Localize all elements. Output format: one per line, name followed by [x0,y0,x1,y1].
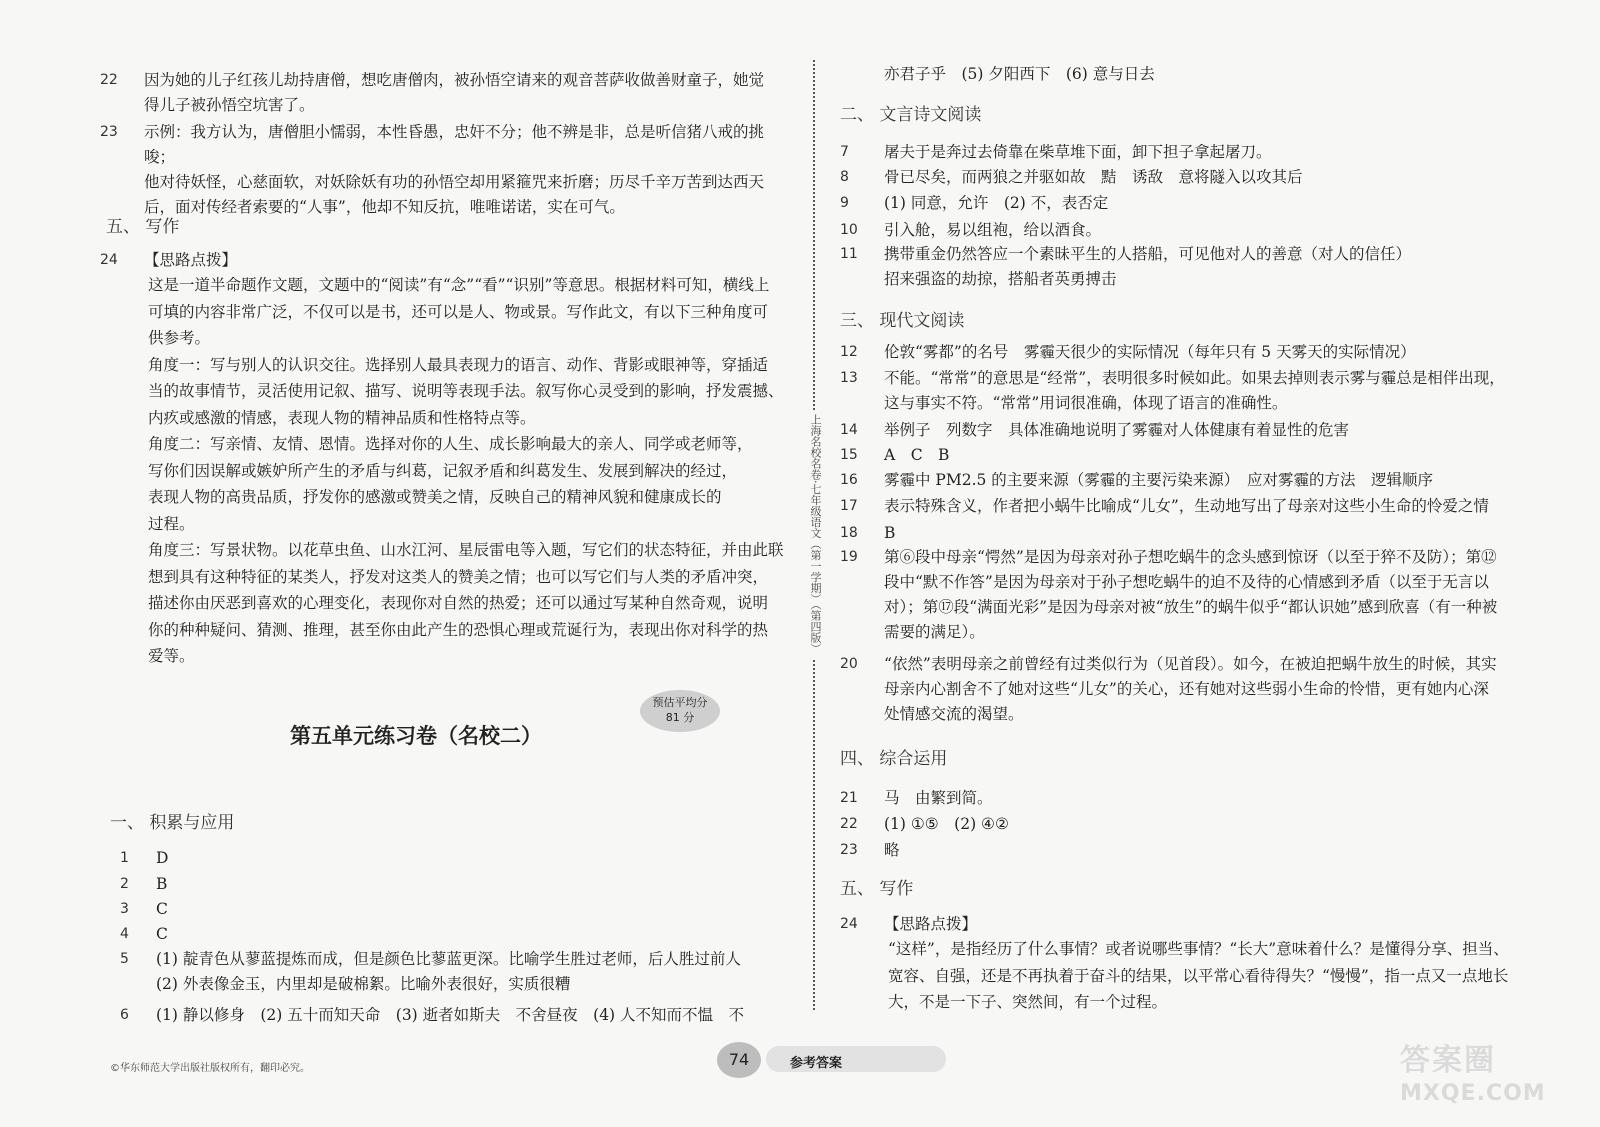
guidance-line: 写你们因误解或嫉妒所产生的矛盾与纠葛，记叙矛盾和纠葛发生、发展到解决的经过， [148,461,738,480]
guidance-line: 内疚或感激的情感，表现人物的精神品质和性格特点等。 [148,408,536,427]
guidance-line: 当的故事情节，灵活使用记叙、描写、说明等表现手法。叙写你心灵受到的影响，抒发震撼、 [148,382,784,400]
item-number: 2 [120,876,129,892]
item-number: 4 [120,926,129,942]
item-number: 22 [100,72,118,88]
item-number: 3 [120,901,129,917]
item-number: 1 [120,850,129,866]
guidance-line: 角度三：写景状物。以花草虫鱼、山水江河、星辰雷电等入题，写它们的状态特征，并由此联 [148,541,784,559]
answer-item [100,68,790,118]
item-line: 示例：我方认为，唐僧胆小懦弱，本性昏愚，忠奸不分；他不辨是非，总是听信猪八戒的挑唆； [144,123,765,166]
item-number: 6 [120,1007,129,1023]
unit-title: 第五单元练习卷（名校二） [290,723,542,748]
section-heading: 五、 写作 [106,217,180,237]
average-score-badge: 预估平均分 81 分 [640,690,720,732]
answer-item: 5 (1) 靛青色从蓼蓝提炼而成，但是颜色比蓼蓝更深。比喻学生胜过老师，后人胜过前人 (2) 外表像金玉，内里却是破棉絮。比喻外表很好，实质很糟 [100,947,790,997]
copyright-notice: ©华东师范大学出版社版权所有，翻印必究。 [110,1063,310,1074]
answer-item: 13 不能。“常常”的意思是“经常”，表明很多时候如此。如果去掉则表示雾与霾总是相伴出现， 这与事实不符。“常常”用词很准确，体现了语言的准确性。 [840,369,1505,412]
section-heading: 四、 综合运用 [840,749,948,769]
site-watermark: 答案圈 MXQE.COM [1400,1043,1546,1106]
guidance-line: 角度二：写亲情、友情、恩情。选择对你的人生、成长影响最大的亲人、同学或老师等， [148,435,753,453]
item-number: 5 [120,951,129,967]
guidance-line: 这是一道半命题作文题，文题中的“阅读”有“念”“看”“识别”等意思。根据材料可知，横线上 [148,276,770,294]
item-line: 得儿子被孙悟空坑害了。 [144,96,315,114]
item-number: 23 [100,124,118,140]
writing-guidance: “这样”，是指经历了什么事情？或者说哪些事情？“长大”意味着什么？是懂得分享、担当、 宽容、自强，还是不再执着于奋斗的结果，以平常心看待得失？“慢慢”，指一点又一点地长 大，不是一下子、突然间，有一个过程。 [888,940,1509,1011]
guidance-line: 供参考。 [148,329,211,347]
guidance-line: 过程。 [148,514,195,533]
answer-item: 11 携带重金仍然答应一个素昧平生的人搭船，可见他对人的善意（对人的信任） 招来强盗的劫掠，搭船者英勇搏击 [840,245,1412,288]
spine-title: 上海名校名卷·七年级语文（第一学期）（第四版） [806,410,824,658]
section-heading: 三、 现代文阅读 [840,311,965,331]
item-label: 【思路点拨】 [144,251,238,269]
guidance-line: 你的种种疑问、猜测、推理，甚至你由此产生的恐惧心理或荒诞行为，表现出你对科学的热 [148,620,769,639]
continued-line: 亦君子乎 (5) 夕阳西下 (6) 意与日去 [884,65,1155,83]
footer-label: 参考答案 [790,1056,843,1071]
answer-item [100,120,790,216]
answer-item: 19 第⑥段中母亲“愕然”是因为母亲对孙子想吃蜗牛的念头感到惊讶（以至于猝不及防）；第⑫ 段中“默不作答”是因为母亲对于孙子想吃蜗牛的迫不及待的心情感到矛盾（以至于无言以 对）；第⑰段“满面光彩”是因为母亲对被“放生”的蜗牛似乎“都认识她”感到欣喜（有一种被 需要的满足）。 [840,548,1498,641]
writing-guidance [148,272,788,670]
guidance-line: 爱等。 [148,647,195,665]
guidance-line: 想到具有这种特征的某类人，抒发对这类人的赞美之情；也可以写它们与人类的矛盾冲突， [148,567,769,586]
item-number: 24 [100,252,118,268]
guidance-line: 可填的内容非常广泛，不仅可以是书，还可以是人、物或景。写作此文，有以下三种角度可 [148,302,769,321]
item-line: 后，面对传经者索要的“人事”，他却不知反抗，唯唯诺诺，实在可气。 [144,198,625,216]
section-heading: 一、 积累与应用 [110,813,235,833]
guidance-line: 表现人物的高贵品质，抒发你的感激或赞美之情，反映自己的精神风貌和健康成长的 [148,488,722,506]
section-heading: 二、 文言诗文阅读 [840,105,982,125]
guidance-line: 描述你由厌恶到喜欢的心理变化，表现你对自然的热爱；还可以通过写某种自然奇观，说明 [148,594,769,612]
answer-item: 20 “依然”表明母亲之前曾经有过类似行为（见首段）。如今，在被迫把蜗牛放生的时候，其实 母亲内心割舍不了她对这些“儿女”的关心，还有她对这些弱小生命的怜惜，更有她内心深 处情感交流的渴望。 [840,655,1497,723]
section-heading: 五、 写作 [840,879,914,899]
item-line: 他对待妖怪，心慈面软，对妖除妖有功的孙悟空却用紧箍咒来折磨；历尽千辛万苦到达西天 [144,173,765,191]
page-number: 74 [717,1042,761,1078]
guidance-line: 角度一：写与别人的认识交往。选择别人最具表现力的语言、动作、背影或眼神等，穿插适 [148,355,769,374]
item-line: 因为她的儿子红孩儿劫持唐僧，想吃唐僧肉，被孙悟空请来的观音菩萨收做善财童子，她觉 [144,71,765,89]
